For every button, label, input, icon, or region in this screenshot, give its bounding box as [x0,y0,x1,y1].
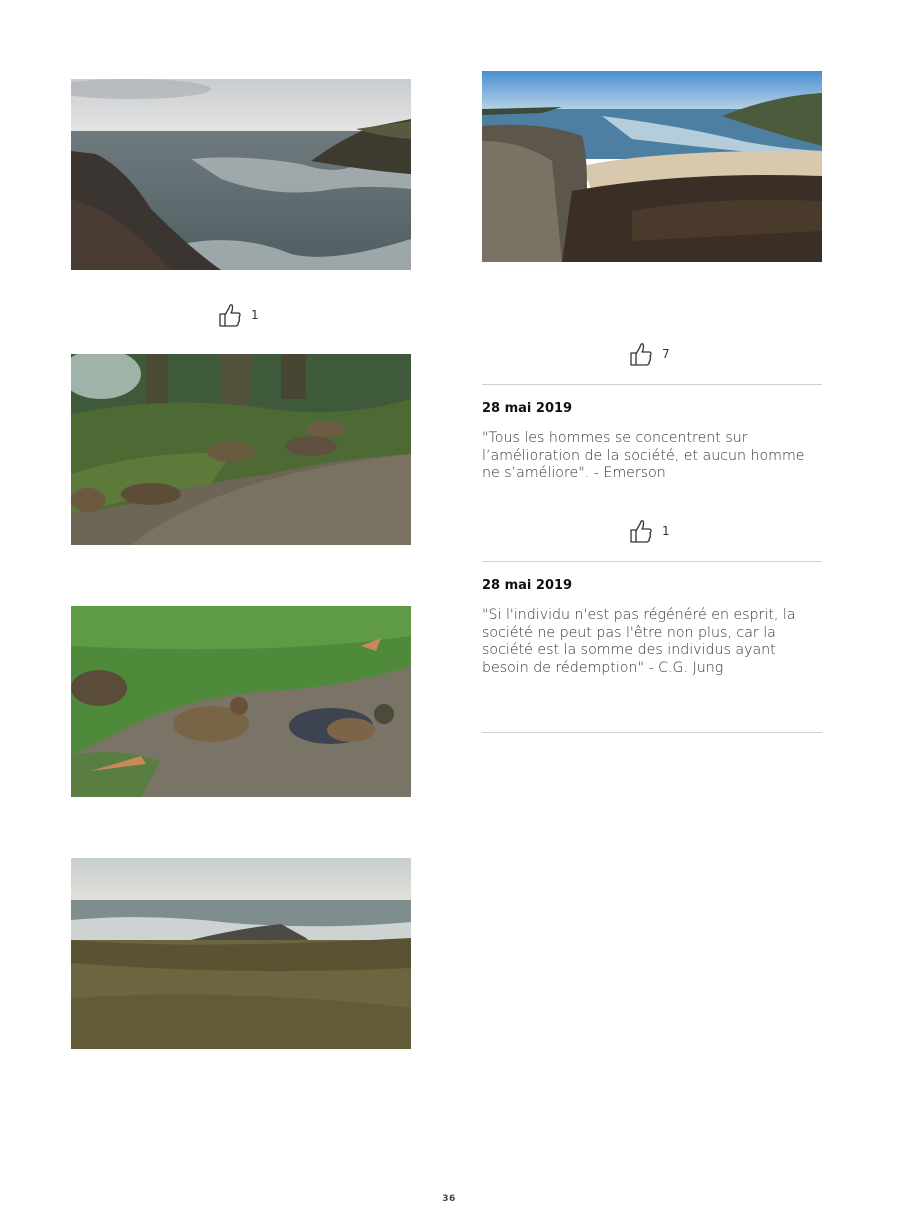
like-count: 1 [662,524,670,538]
like-counter[interactable] [217,302,259,328]
post-text: "Tous les hommes se concentrent sur l’amélioration de la société, et aucun homme ne s’améliore". - Emerson [482,430,805,481]
ducks-path-photo [71,354,411,545]
like-counter[interactable] [628,518,670,544]
ducks-grass-photo [71,606,411,797]
like-count: 1 [251,308,259,322]
post-date: 28 mai 2019 [482,578,573,593]
thumbs-up-icon[interactable] [628,518,654,544]
thumbs-up-icon[interactable] [217,302,243,328]
sea-cliffs-photo [71,79,411,270]
like-counter[interactable] [628,341,670,367]
thumbs-up-icon[interactable] [628,341,654,367]
page-number: 36 [442,1194,456,1204]
post-date: 28 mai 2019 [482,401,573,416]
divider [482,561,822,562]
post-text: "Si l'individu n'est pas régénéré en esprit, la société ne peut pas l'être non plus, car la société est la somme des individus ayant besoin de rédemption" - C.G. Jung [482,607,796,676]
divider [482,732,822,733]
coast-grass-photo [71,858,411,1049]
beach-seaweed-photo [482,71,822,262]
divider [482,384,822,385]
like-count: 7 [662,347,670,361]
